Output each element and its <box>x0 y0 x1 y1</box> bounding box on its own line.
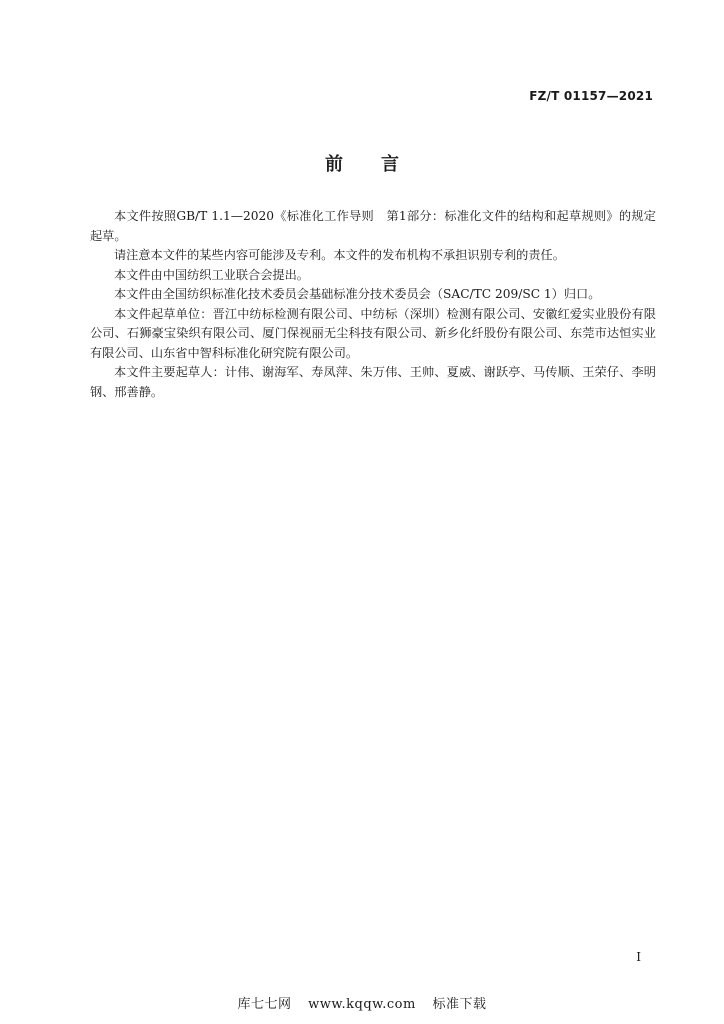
footer-url[interactable]: www.kqqw.com <box>308 997 416 1012</box>
page-number: I <box>636 950 641 964</box>
footer-site-name: 库七七网 <box>237 997 292 1012</box>
paragraph-patent-notice: 请注意本文件的某些内容可能涉及专利。本文件的发布机构不承担识别专利的责任。 <box>114 248 565 262</box>
page-title: 前言 <box>325 154 437 175</box>
paragraph-committee: 本文件由全国纺织标准化技术委员会基础标准分技术委员会（SAC/TC 209/SC 1）归口。 <box>114 287 601 301</box>
paragraph-drafting-rules: 本文件按照GB/T 1.1—2020《标准化工作导则 第1部分：标准化文件的结构和起草规则》的规定起草。 <box>90 209 656 243</box>
paragraph-drafting-units: 本文件起草单位：晋江中纺标检测有限公司、中纺标（深圳）检测有限公司、安徽红爱实业股份有限公司、石狮豪宝染织有限公司、厦门保视丽无尘科技有限公司、新乡化纤股份有限公司、东莞市达恒实业有限公司、山东省中智科标准化研究院有限公司。 <box>90 306 656 360</box>
paragraph-proposer: 本文件由中国纺织工业联合会提出。 <box>114 267 309 282</box>
footer-tagline: 标准下载 <box>432 997 487 1012</box>
document-body <box>90 207 656 402</box>
standard-code: FZ/T 01157—2021 <box>529 89 653 103</box>
paragraph-drafters: 本文件主要起草人：计伟、谢海军、寿凤萍、朱万伟、王帅、夏威、谢跃亭、马传顺、王荣仔、李明钢、邢善静。 <box>90 365 656 399</box>
footer <box>0 993 724 1012</box>
